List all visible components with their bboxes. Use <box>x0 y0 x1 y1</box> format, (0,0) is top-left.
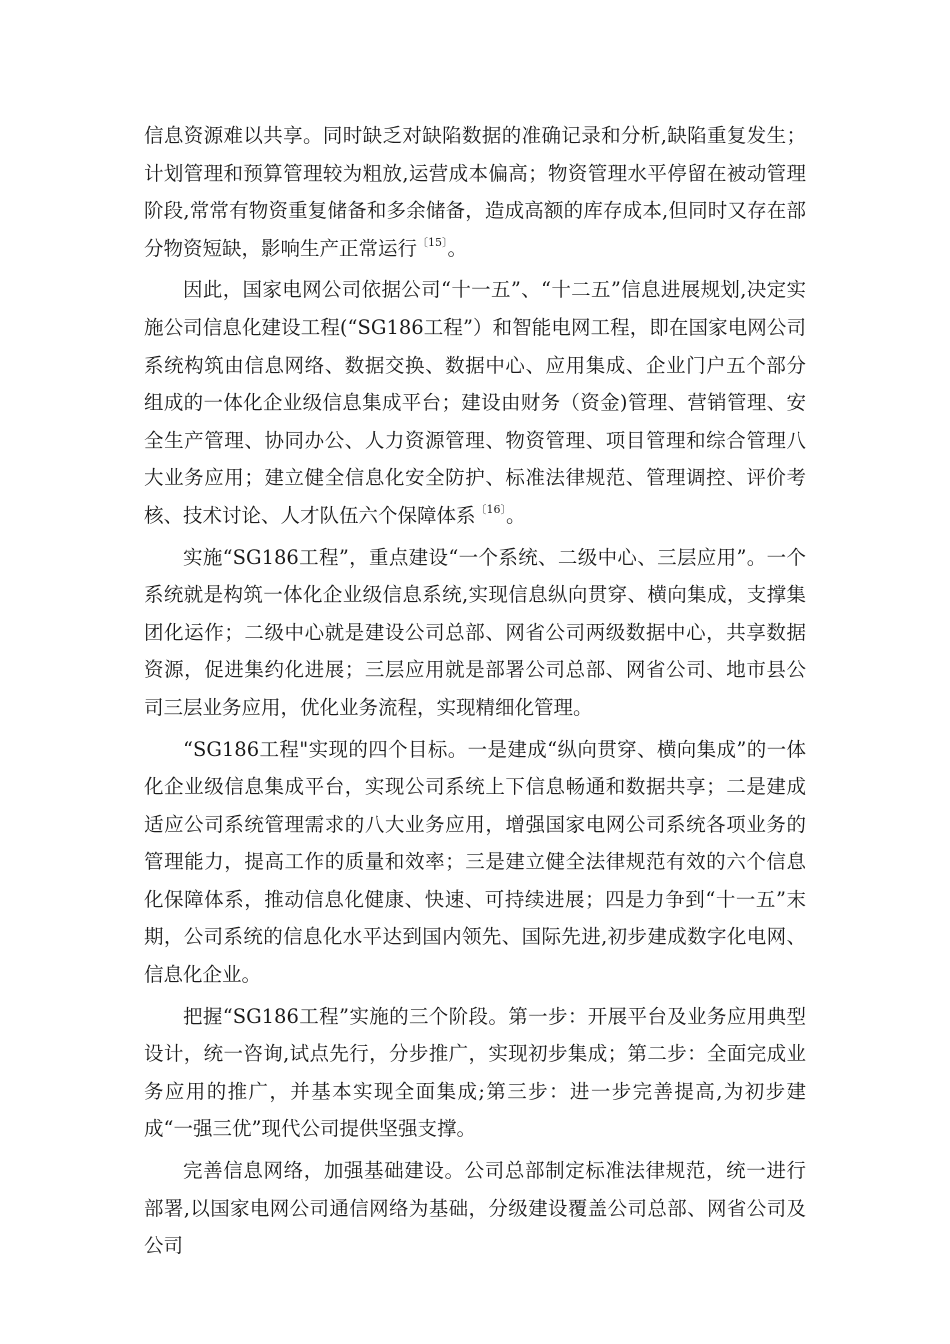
paragraph-1-tail: 。 <box>447 236 468 260</box>
paragraph-1 <box>144 117 806 267</box>
citation-15: 〔15〕 <box>417 235 448 249</box>
paragraph-2-text: 因此，国家电网公司依据公司“十一五”、“十二五”信息进展规划,决定实施公司信息化建设工程(“SG186工程”）和智能电网工程，即在国家电网公司系统构筑由信息网络、数据交换、数据中心、应用集成、企业门户五个部分组成的一体化企业级信息集成平台；建设由财务（资金)管理、营销管理、安全生产管理、协同办公、人力资源管理、物资管理、项目管理和综合管理八大业务应用；建立健全信息化安全防护、标准法律规范、管理调控、评价考核、技术讨论、人才队伍六个保障体系 <box>144 278 806 527</box>
paragraph-4: “SG186工程"实现的四个目标。一是建成“纵向贯穿、横向集成”的一体化企业级信息集成平台，实现公司系统上下信息畅通和数据共享；二是建成适应公司系统管理需求的八大业务应用，增强国家电网公司系统各项业务的管理能力，提高工作的质量和效率；三是建立健全法律规范有效的六个信息化保障体系，推动信息化健康、快速、可持续进展；四是力争到“十一五”末期，公司系统的信息化水平达到国内领先、国际先进,初步建成数字化电网、信息化企业。 <box>144 737 806 987</box>
paragraph-2 <box>144 271 806 534</box>
paragraph-3: 实施“SG186工程”，重点建设“一个系统、二级中心、三层应用”。一个系统就是构筑一体化企业级信息系统,实现信息纵向贯穿、横向集成，支撑集团化运作；二级中心就是建设公司总部、网省公司两级数据中心，共享数据资源，促进集约化进展；三层应用就是部署公司总部、网省公司、地市县公司三层业务应用，优化业务流程，实现精细化管理。 <box>144 545 806 719</box>
paragraph-6: 完善信息网络，加强基础建设。公司总部制定标准法律规范，统一进行部署,以国家电网公司通信网络为基础，分级建设覆盖公司总部、网省公司及公司 <box>144 1159 806 1258</box>
paragraph-5: 把握“SG186工程”实施的三个阶段。第一步：开展平台及业务应用典型设计，统一咨询,试点先行，分步推广，实现初步集成；第二步：全面完成业务应用的推广，并基本实现全面集成;第三步：进一步完善提高,为初步建成“一强三优”现代公司提供坚强支撑。 <box>144 1004 806 1141</box>
paragraph-2-tail: 。 <box>506 503 526 527</box>
document-body <box>144 117 806 1269</box>
paragraph-1-text: 信息资源难以共享。同时缺乏对缺陷数据的准确记录和分析,缺陷重复发生；计划管理和预算管理较为粗放,运营成本偏高；物资管理水平停留在被动管理阶段,常常有物资重复储备和多余储备，造成高额的库存成本,但同时又存在部分物资短缺，影响生产正常运行 <box>144 124 806 260</box>
citation-16: 〔16〕 <box>475 502 507 516</box>
